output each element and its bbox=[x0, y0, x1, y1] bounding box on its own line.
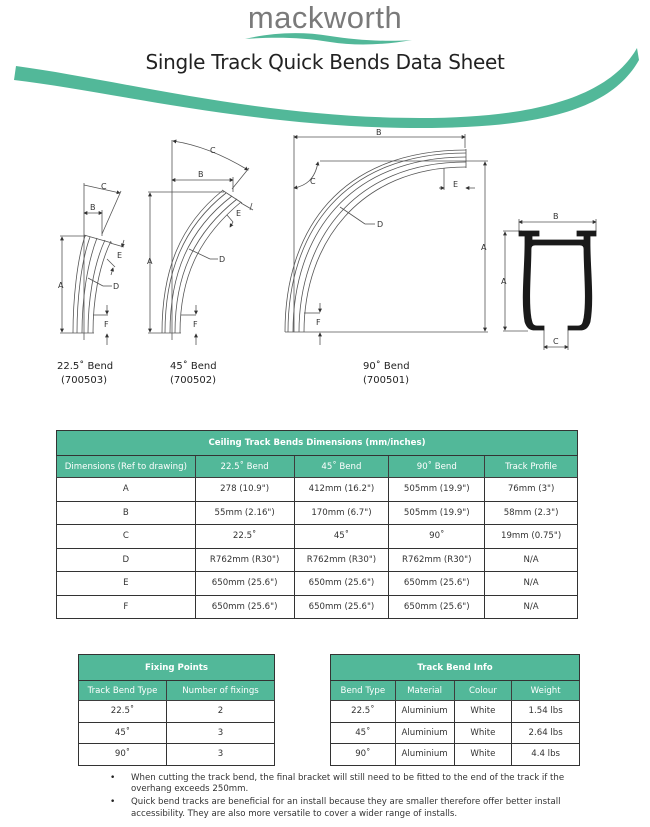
table-cell: Aluminium bbox=[395, 701, 454, 723]
column-header: Number of fixings bbox=[167, 681, 275, 701]
caption-label: 45˚ Bend bbox=[170, 361, 217, 372]
table-row bbox=[57, 572, 578, 596]
table-cell: A bbox=[57, 478, 196, 502]
column-header: Material bbox=[395, 681, 454, 701]
caption-22-5-bend bbox=[57, 360, 113, 388]
table-row bbox=[331, 744, 580, 766]
bullet-icon: • bbox=[110, 773, 116, 783]
table-row bbox=[57, 525, 578, 549]
note-text: When cutting the track bend, the final bracket will still need to be fitted to the end of the track if the overhang exceeds 250mm. bbox=[131, 773, 565, 795]
dim-label-a: A bbox=[501, 277, 507, 286]
table-cell: 1.54 lbs bbox=[512, 701, 580, 723]
table-row bbox=[57, 478, 578, 502]
table-cell: 2.64 lbs bbox=[512, 722, 580, 744]
dim-label-e: E bbox=[236, 209, 242, 218]
dim-label-d: D bbox=[113, 282, 120, 291]
logo-text: mackworth bbox=[247, 0, 403, 35]
table-cell: 4.4 lbs bbox=[512, 744, 580, 766]
column-header: 90˚ Bend bbox=[389, 456, 485, 478]
caption-code: (700502) bbox=[170, 375, 216, 386]
column-header: 22.5˚ Bend bbox=[195, 456, 294, 478]
bullet-icon: • bbox=[110, 797, 116, 808]
drawing-track-profile bbox=[503, 219, 596, 350]
drawing-90-bend bbox=[285, 134, 488, 345]
table-row bbox=[79, 722, 275, 744]
table-title: Fixing Points bbox=[79, 655, 275, 681]
table-cell: 650mm (25.6") bbox=[389, 595, 485, 619]
table-row bbox=[57, 595, 578, 619]
table-cell: 22.5˚ bbox=[195, 525, 294, 549]
dim-label-e: E bbox=[117, 251, 123, 260]
table-cell: 650mm (25.6") bbox=[195, 572, 294, 596]
table-row bbox=[331, 722, 580, 744]
table-cell: 170mm (6.7") bbox=[294, 501, 389, 525]
table-cell: 650mm (25.6") bbox=[294, 595, 389, 619]
page-title: Single Track Quick Bends Data Sheet bbox=[145, 50, 505, 74]
table-cell: N/A bbox=[485, 595, 578, 619]
caption-45-bend bbox=[170, 360, 217, 388]
table-cell: 45˚ bbox=[331, 722, 396, 744]
dim-label-a: A bbox=[481, 243, 487, 252]
caption-label: 22.5˚ Bend bbox=[57, 361, 114, 372]
table-cell: 650mm (25.6") bbox=[294, 572, 389, 596]
dim-label-f: F bbox=[193, 320, 198, 329]
track-bend-info-table bbox=[330, 654, 580, 766]
dim-label-a: A bbox=[58, 281, 64, 290]
table-cell: 650mm (25.6") bbox=[195, 595, 294, 619]
table-cell: White bbox=[454, 701, 512, 723]
dim-label-c: C bbox=[101, 182, 107, 191]
table-cell: 90˚ bbox=[331, 744, 396, 766]
note-item bbox=[108, 773, 588, 795]
table-cell: 2 bbox=[167, 701, 275, 723]
table-cell: N/A bbox=[485, 548, 578, 572]
table-cell: C bbox=[57, 525, 196, 549]
table-cell: 278 (10.9") bbox=[195, 478, 294, 502]
table-cell: 19mm (0.75") bbox=[485, 525, 578, 549]
table-cell: D bbox=[57, 548, 196, 572]
table-cell: 22.5˚ bbox=[79, 701, 167, 723]
caption-label: 90˚ Bend bbox=[363, 361, 410, 372]
column-header: Weight bbox=[512, 681, 580, 701]
dim-label-a: A bbox=[147, 257, 153, 266]
dim-label-c: C bbox=[310, 177, 316, 186]
column-header: Track Bend Type bbox=[79, 681, 167, 701]
table-cell: N/A bbox=[485, 572, 578, 596]
table-cell: R762mm (R30") bbox=[389, 548, 485, 572]
table-cell: 90˚ bbox=[79, 744, 167, 766]
dim-label-b: B bbox=[90, 203, 96, 212]
column-header: Colour bbox=[454, 681, 512, 701]
dim-label-b: B bbox=[198, 170, 204, 179]
table-cell: 90˚ bbox=[389, 525, 485, 549]
notes-list bbox=[108, 773, 588, 822]
table-cell: 45˚ bbox=[79, 722, 167, 744]
table-row bbox=[79, 744, 275, 766]
table-cell: 58mm (2.3") bbox=[485, 501, 578, 525]
technical-drawings bbox=[0, 120, 650, 400]
table-row bbox=[57, 548, 578, 572]
table-cell: 22.5˚ bbox=[331, 701, 396, 723]
dim-label-f: F bbox=[104, 320, 109, 329]
note-text: Quick bend tracks are beneficial for an install because they are smaller therefore offer better install accessibility. They are also more versatile to cover a wider range of installs. bbox=[131, 797, 561, 819]
table-cell: White bbox=[454, 744, 512, 766]
table-cell: 412mm (16.2") bbox=[294, 478, 389, 502]
dim-label-b: B bbox=[553, 212, 559, 221]
table-cell: White bbox=[454, 722, 512, 744]
dim-label-d: D bbox=[219, 255, 226, 264]
table-row bbox=[57, 501, 578, 525]
table-title: Ceiling Track Bends Dimensions (mm/inches) bbox=[57, 431, 578, 456]
dim-label-b: B bbox=[376, 128, 382, 137]
table-title: Track Bend Info bbox=[331, 655, 580, 681]
dim-label-c: C bbox=[553, 337, 559, 346]
table-cell: R762mm (R30") bbox=[294, 548, 389, 572]
caption-code: (700501) bbox=[363, 375, 409, 386]
table-cell: 505mm (19.9") bbox=[389, 501, 485, 525]
fixing-points-table bbox=[78, 654, 275, 766]
table-cell: E bbox=[57, 572, 196, 596]
column-header: Dimensions (Ref to drawing) bbox=[57, 456, 196, 478]
table-cell: 76mm (3") bbox=[485, 478, 578, 502]
dim-label-f: F bbox=[316, 318, 321, 327]
dim-label-e: E bbox=[453, 180, 459, 189]
table-cell: B bbox=[57, 501, 196, 525]
caption-90-bend bbox=[363, 360, 410, 388]
table-cell: F bbox=[57, 595, 196, 619]
logo-wave-icon bbox=[0, 0, 650, 50]
table-cell: 505mm (19.9") bbox=[389, 478, 485, 502]
table-cell: 3 bbox=[167, 722, 275, 744]
table-cell: Aluminium bbox=[395, 744, 454, 766]
column-header: Track Profile bbox=[485, 456, 578, 478]
dim-label-c: C bbox=[210, 146, 216, 155]
table-cell: 3 bbox=[167, 744, 275, 766]
dim-label-d: D bbox=[377, 220, 384, 229]
table-cell: Aluminium bbox=[395, 722, 454, 744]
table-cell: 45˚ bbox=[294, 525, 389, 549]
dimensions-table bbox=[56, 430, 578, 619]
table-cell: 55mm (2.16") bbox=[195, 501, 294, 525]
table-row bbox=[79, 701, 275, 723]
table-cell: 650mm (25.6") bbox=[389, 572, 485, 596]
column-header: Bend Type bbox=[331, 681, 396, 701]
caption-code: (700503) bbox=[61, 375, 107, 386]
note-item bbox=[108, 797, 588, 819]
table-row bbox=[331, 701, 580, 723]
column-header: 45˚ Bend bbox=[294, 456, 389, 478]
table-cell: R762mm (R30") bbox=[195, 548, 294, 572]
